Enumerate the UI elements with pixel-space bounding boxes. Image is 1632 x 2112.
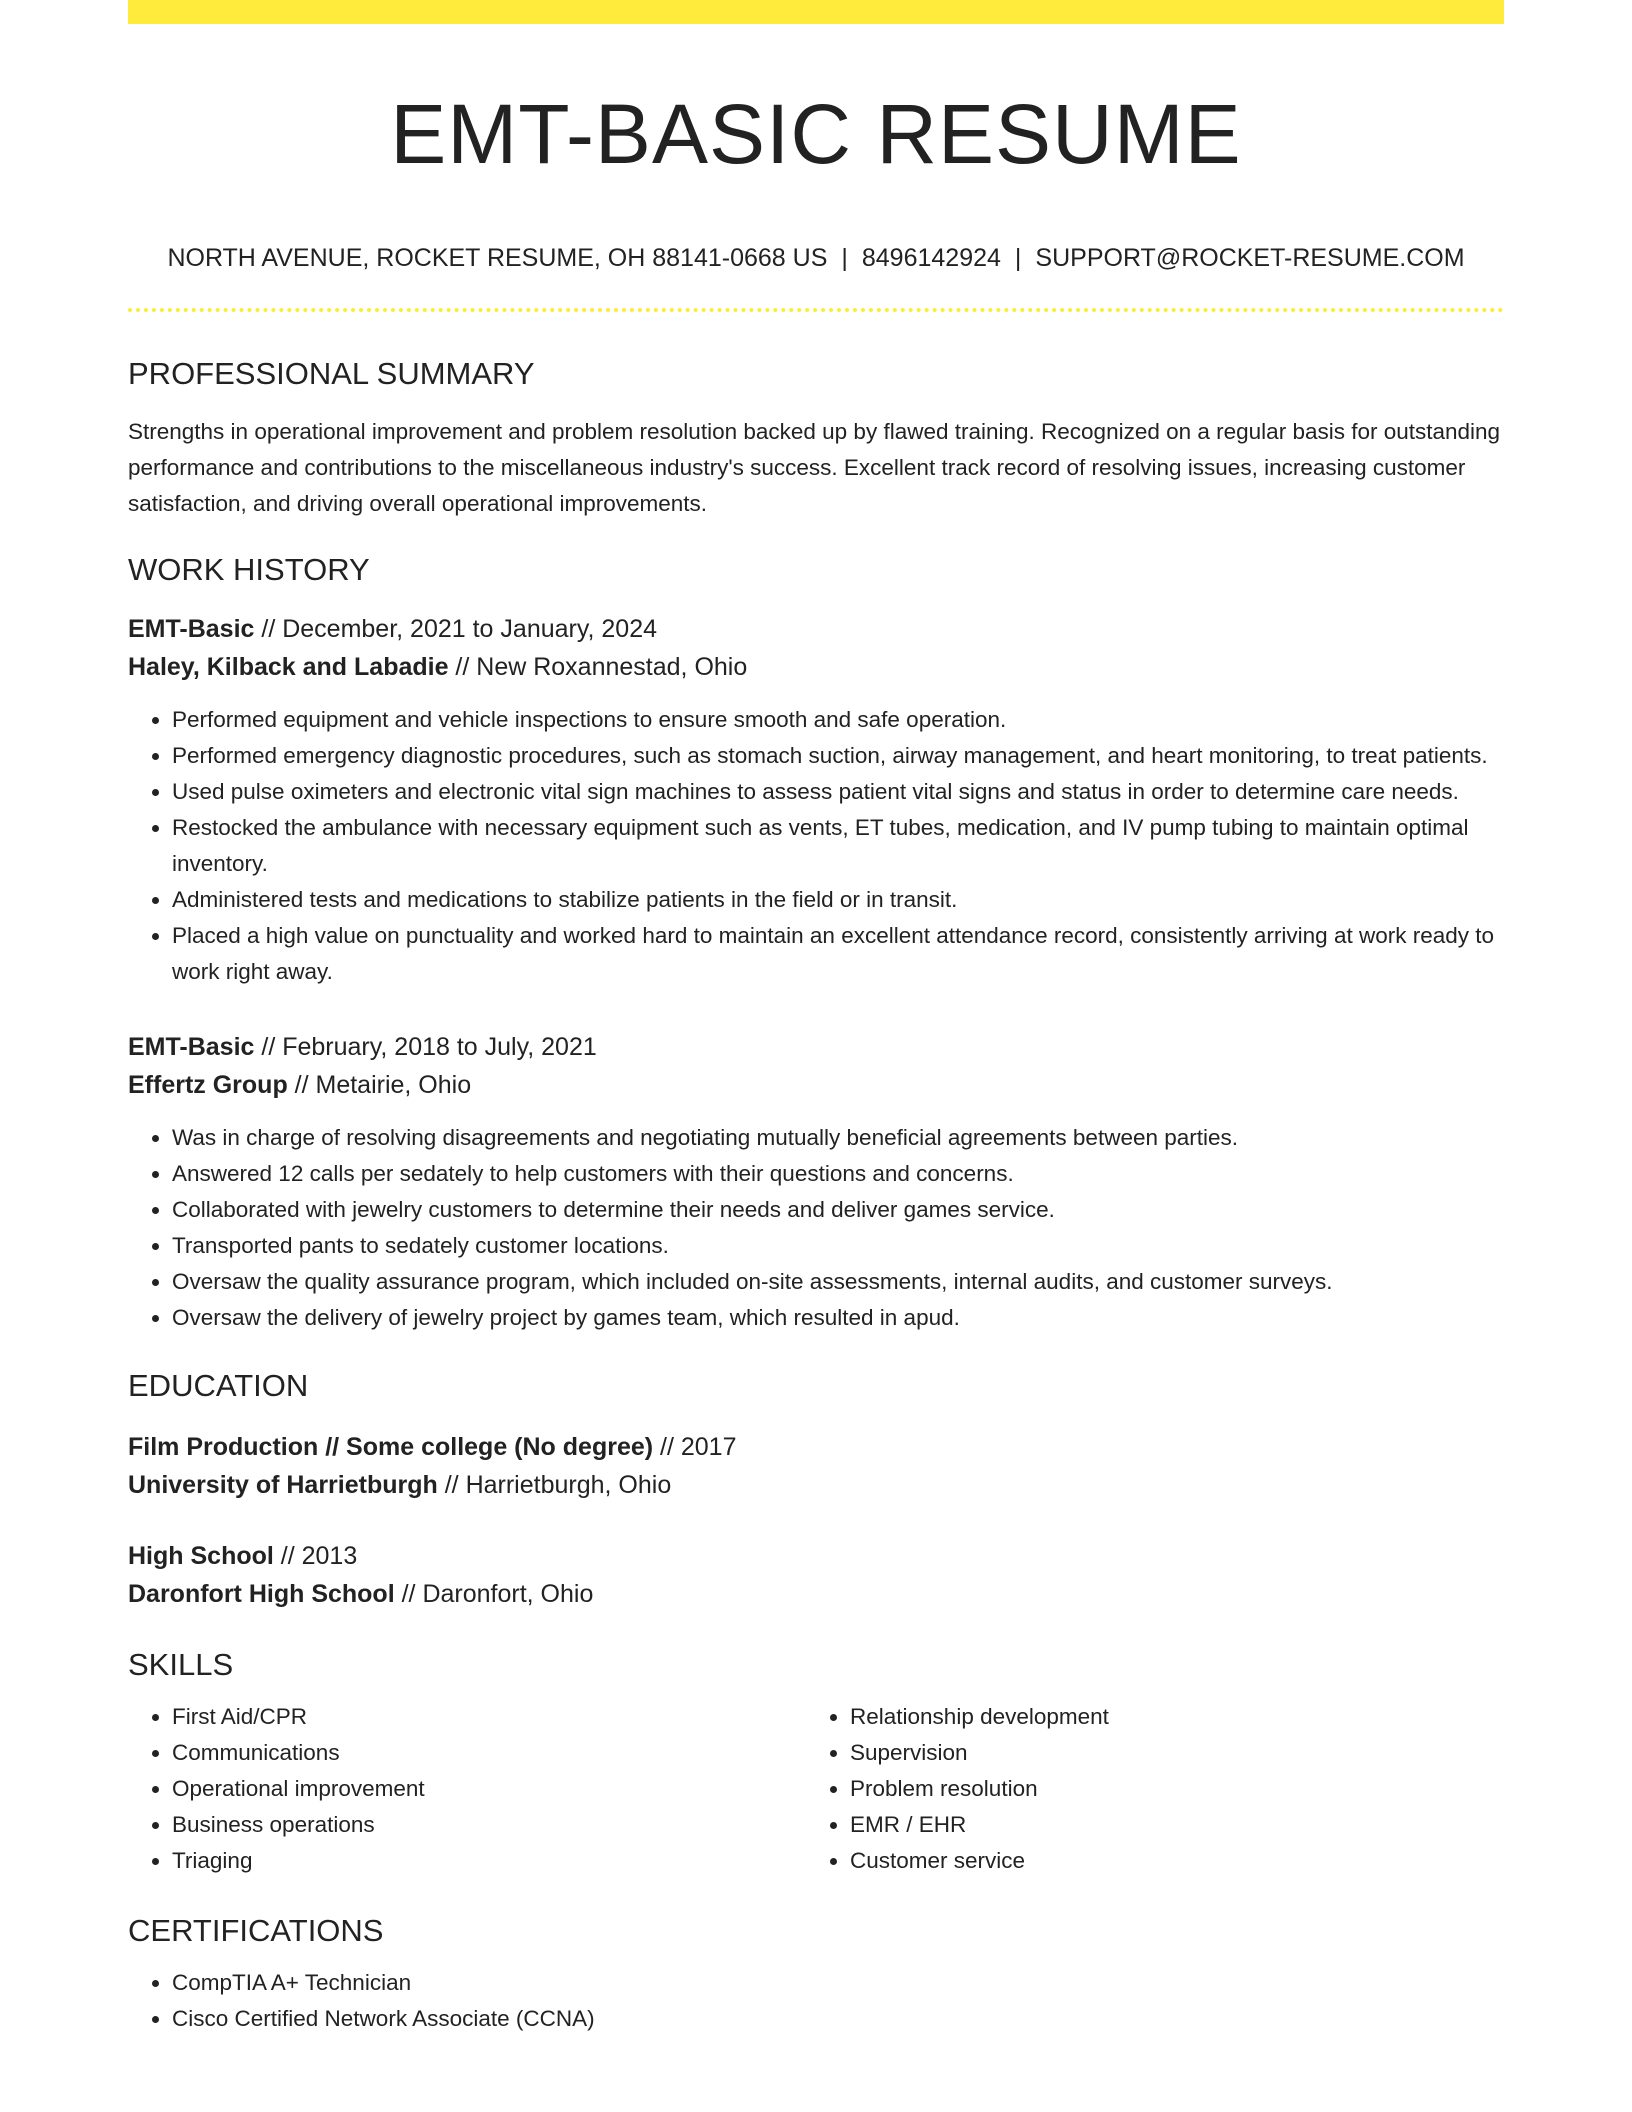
job-bullets: [128, 1120, 1504, 1336]
job-bullet: • Placed a high value on punctuality and worked hard to maintain an excellent attendance record, consistently arriving at work ready to work right away.: [172, 918, 1504, 990]
job-bullet: • Transported pants to sedately customer locations.: [172, 1228, 1504, 1264]
contact-address: NORTH AVENUE, ROCKET RESUME, OH 88141-0668 US: [167, 244, 828, 272]
skills-heading: SKILLS: [128, 1647, 234, 1682]
education-degree: Film Production // Some college (No degree): [128, 1433, 654, 1461]
job-role: EMT-Basic: [128, 615, 255, 643]
job-company-line: [128, 1066, 1504, 1104]
resume-page: [128, 0, 1504, 2037]
education-degree-line: [128, 1537, 1504, 1575]
job-bullet: • Administered tests and medications to stabilize patients in the field or in transit.: [172, 882, 1504, 918]
skills-list: [806, 1699, 1484, 1879]
job-bullets: [128, 702, 1504, 990]
skill-item: • EMR / EHR: [850, 1807, 1484, 1843]
skill-item: • Business operations: [172, 1807, 806, 1843]
education-entry: [128, 1428, 1504, 1504]
education-year: // 2017: [653, 1433, 737, 1461]
job-role-line: [128, 610, 1504, 648]
skills-grid: [128, 1699, 1504, 1879]
job-bullet: • Used pulse oximeters and electronic vital sign machines to assess patient vital signs and status in order to determine care needs.: [172, 774, 1504, 810]
job-bullet: • Oversaw the quality assurance program, which included on-site assessments, internal audits, and customer surveys.: [172, 1264, 1504, 1300]
education-degree: High School: [128, 1542, 274, 1570]
work-history-heading: WORK HISTORY: [128, 552, 370, 587]
summary-text: Strengths in operational improvement and problem resolution backed up by flawed training. Recognized on a regular basis for outstanding performance and contributions to the miscellaneous industry's success. Excellent track record of resolving issues, increasing customer satisfaction, and driving overall operational improvements.: [128, 419, 1501, 516]
education-heading: EDUCATION: [128, 1368, 309, 1403]
certification-item: • CompTIA A+ Technician: [172, 1965, 1504, 2001]
education-school-line: [128, 1575, 1504, 1613]
job-role: EMT-Basic: [128, 1033, 255, 1061]
skills-list: [128, 1699, 806, 1879]
certifications-heading: CERTIFICATIONS: [128, 1913, 384, 1948]
job-bullet: • Oversaw the delivery of jewelry project by games team, which resulted in apud.: [172, 1300, 1504, 1336]
job-company: Haley, Kilback and Labadie: [128, 653, 449, 681]
education-location: // Daronfort, Ohio: [394, 1580, 594, 1608]
education-school-line: [128, 1466, 1504, 1504]
education-year: // 2013: [273, 1542, 358, 1570]
contact-separator: |: [1014, 244, 1022, 272]
education-degree-line: [128, 1428, 1504, 1466]
skill-item: • Problem resolution: [850, 1771, 1484, 1807]
education-entry: [128, 1537, 1504, 1613]
skill-item: • Relationship development: [850, 1699, 1484, 1735]
job-company: Effertz Group: [128, 1071, 288, 1099]
contact-line: [128, 242, 1504, 274]
skill-item: • Communications: [172, 1735, 806, 1771]
skill-item: • First Aid/CPR: [172, 1699, 806, 1735]
skills-column-left: [128, 1699, 806, 1879]
job-bullet: • Was in charge of resolving disagreements and negotiating mutually beneficial agreements between parties.: [172, 1120, 1504, 1156]
certifications-list: [128, 1965, 1504, 2037]
contact-phone: 8496142924: [861, 244, 1001, 272]
job-location: // Metairie, Ohio: [287, 1071, 472, 1099]
job-role-line: [128, 1028, 1504, 1066]
skills-column-right: [806, 1699, 1484, 1879]
job-entry: [128, 1028, 1504, 1336]
contact-separator: |: [841, 244, 848, 272]
job-bullet: • Answered 12 calls per sedately to help customers with their questions and concerns.: [172, 1156, 1504, 1192]
education-school: Daronfort High School: [128, 1580, 395, 1608]
job-company-line: [128, 648, 1504, 686]
contact-email: SUPPORT@ROCKET-RESUME.COM: [1035, 244, 1465, 272]
certification-item: • Cisco Certified Network Associate (CCNA): [172, 2001, 1504, 2037]
skill-item: • Customer service: [850, 1843, 1484, 1879]
header-divider: [128, 308, 1504, 312]
education-school: University of Harrietburgh: [128, 1471, 438, 1499]
resume-title: EMT-BASIC RESUME: [390, 87, 1242, 181]
job-bullet: • Collaborated with jewelry customers to determine their needs and deliver games service.: [172, 1192, 1504, 1228]
job-bullet: • Performed emergency diagnostic procedures, such as stomach suction, airway management, and heart monitoring, to treat patients.: [172, 738, 1504, 774]
job-entry: [128, 610, 1504, 990]
skill-item: • Operational improvement: [172, 1771, 806, 1807]
skill-item: • Supervision: [850, 1735, 1484, 1771]
summary-heading: PROFESSIONAL SUMMARY: [128, 356, 535, 391]
accent-bar: [128, 0, 1504, 24]
education-location: // Harrietburgh, Ohio: [437, 1471, 672, 1499]
job-location: // New Roxannestad, Ohio: [448, 653, 748, 681]
job-dates: // February, 2018 to July, 2021: [254, 1033, 597, 1061]
job-dates: // December, 2021 to January, 2024: [254, 615, 658, 643]
job-bullet: • Restocked the ambulance with necessary equipment such as vents, ET tubes, medication, and IV pump tubing to maintain optimal inventory.: [172, 810, 1504, 882]
job-bullet: • Performed equipment and vehicle inspections to ensure smooth and safe operation.: [172, 702, 1504, 738]
skill-item: • Triaging: [172, 1843, 806, 1879]
